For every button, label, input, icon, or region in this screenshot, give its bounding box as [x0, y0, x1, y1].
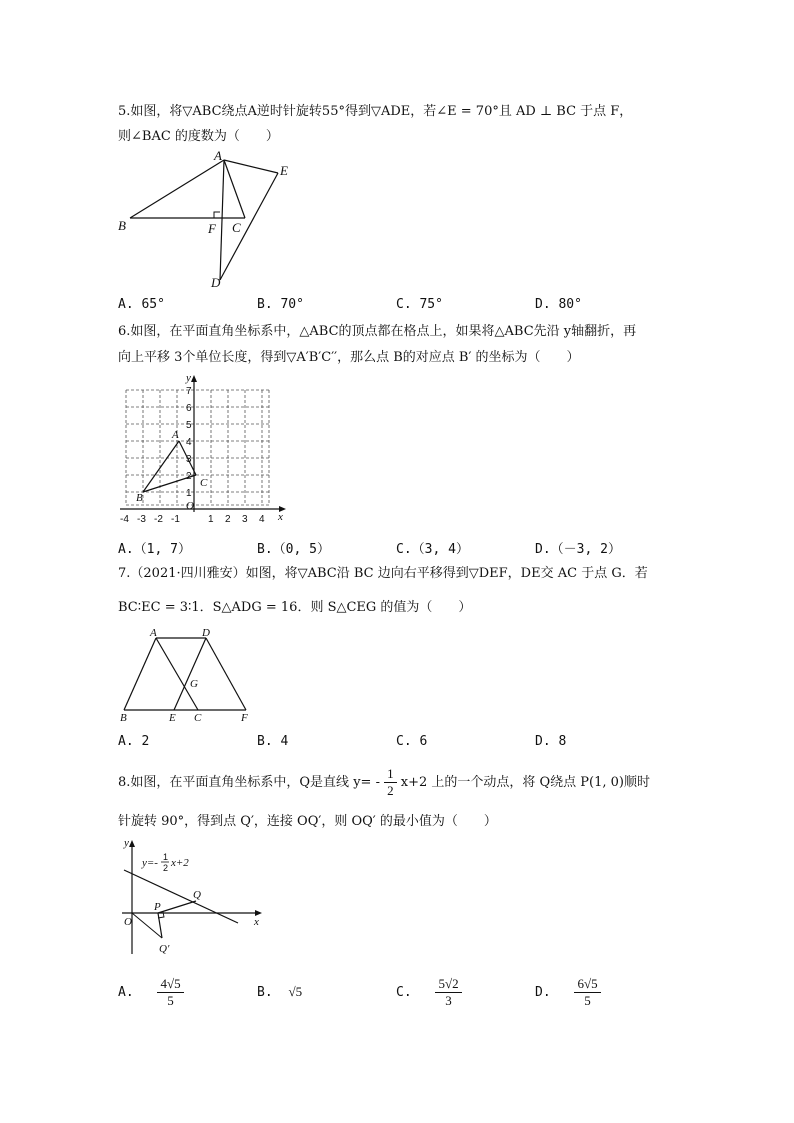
q5-option-b[interactable]: B. 70° — [257, 297, 304, 312]
q6-label-a: A — [172, 429, 179, 441]
q5-label-b: B — [118, 218, 126, 233]
q5-label-e: E — [280, 163, 288, 178]
q7-option-b[interactable]: B. 4 — [257, 734, 289, 749]
q7-option-d[interactable]: D. 8 — [535, 734, 567, 749]
q8-stem-line1 — [118, 766, 650, 799]
q8-line-eq-part1: y=- — [142, 857, 158, 869]
q8-line-eq-part2: x+2 — [171, 857, 189, 869]
q5-label-d: D — [211, 275, 221, 290]
q6-label-y: y — [186, 372, 191, 384]
q8-frac-den: 2 — [387, 783, 394, 798]
q6-xtick: -2 — [154, 514, 163, 525]
q7-stem-line1: 7.（2021·四川雅安）如图，将▽ABC沿 BC 边向右平移得到▽DEF，DE交 AC 于点 G．若 — [118, 566, 648, 581]
q8-option-c-label: C. — [396, 985, 412, 1000]
q8-option-a[interactable] — [118, 976, 184, 1009]
q8-option-c-num: 5√2 — [435, 976, 461, 993]
q8-option-c-fraction — [435, 976, 461, 1009]
q7-label-a: A — [150, 627, 157, 639]
q5-label-a: A — [214, 148, 222, 163]
q8-option-d[interactable] — [535, 976, 601, 1009]
q6-xtick: 1 — [208, 514, 214, 525]
q6-xtick: 3 — [242, 514, 248, 525]
q6-ytick: 5 — [186, 420, 192, 431]
q5-option-a[interactable]: A. 65° — [118, 297, 165, 312]
q6-ytick: 2 — [186, 471, 192, 482]
q6-option-d[interactable]: D.（－3, 2） — [535, 542, 621, 557]
q8-option-d-fraction — [574, 976, 600, 1009]
q8-option-c[interactable] — [396, 976, 462, 1009]
q8-label-q: Q — [193, 889, 201, 901]
q6-ytick: 1 — [186, 488, 192, 499]
q8-option-c-den: 3 — [445, 993, 452, 1008]
q7-option-a[interactable]: A. 2 — [118, 734, 150, 749]
q8-fraction — [384, 766, 397, 799]
q7-figure — [116, 624, 266, 724]
q5-label-f: F — [208, 221, 216, 236]
q5-figure — [112, 148, 302, 293]
q7-label-c: C — [194, 712, 202, 724]
q7-stem-line2: BC∶EC = 3∶1．S△ADG = 16．则 S△CEG 的值为（ ） — [118, 600, 472, 615]
q8-stem-part2: x+2 上的一个动点，将 Q绕点 P(1, 0)顺时 — [400, 775, 650, 790]
q6-option-a[interactable]: A.（1, 7） — [118, 542, 191, 557]
q8-label-o: O — [124, 916, 132, 928]
q8-option-a-den: 5 — [167, 993, 174, 1008]
q6-ytick: 6 — [186, 403, 192, 414]
q8-option-d-label: D. — [535, 985, 551, 1000]
q8-option-d-num: 6√5 — [574, 976, 600, 993]
q5-stem-line1: 5.如图，将▽ABC绕点A逆时针旋转55°得到▽ADE，若∠E = 70°且 AD ⊥ BC 于点 F， — [118, 104, 633, 119]
q6-xtick: 4 — [259, 514, 265, 525]
q6-ytick: 4 — [186, 437, 192, 448]
q7-label-b: B — [120, 712, 127, 724]
q7-label-e: E — [169, 712, 176, 724]
q6-xtick: 2 — [225, 514, 231, 525]
q8-option-a-num: 4√5 — [157, 976, 183, 993]
q6-figure — [116, 372, 296, 527]
q8-label-y: y — [124, 837, 129, 849]
q6-label-x: x — [278, 511, 283, 523]
q8-option-a-label: A. — [118, 985, 134, 1000]
q8-option-b[interactable] — [257, 984, 302, 1000]
q8-option-b-value: √5 — [288, 984, 303, 999]
q6-ytick: 7 — [186, 386, 192, 397]
q6-stem-line1: 6.如图，在平面直角坐标系中，△ABC的顶点都在格点上，如果将△ABC先沿 y轴翻折，再 — [118, 324, 637, 339]
q8-stem-line2: 针旋转 90°，得到点 Q′，连接 OQ′，则 OQ′ 的最小值为（ ） — [118, 814, 497, 829]
q6-option-c[interactable]: C.（3, 4） — [396, 542, 469, 557]
q8-line-eq-num: 1 — [163, 852, 169, 862]
q6-label-b: B — [136, 492, 143, 504]
q8-label-x: x — [254, 916, 259, 928]
q6-xtick: -1 — [171, 514, 180, 525]
q5-option-c[interactable]: C. 75° — [396, 297, 443, 312]
q7-label-g: G — [190, 678, 198, 690]
q5-stem-line2: 则∠BAC 的度数为（ ） — [118, 129, 279, 144]
q8-stem-part1: 8.如图，在平面直角坐标系中，Q是直线 y= - — [118, 775, 380, 790]
q8-option-d-den: 5 — [584, 993, 591, 1008]
q5-option-d[interactable]: D. 80° — [535, 297, 582, 312]
q6-stem-line2: 向上平移 3个单位长度，得到▽A′B′C′′，那么点 B的对应点 B′ 的坐标为（ ） — [118, 350, 580, 365]
q8-option-b-label: B. — [257, 985, 273, 1000]
q8-label-q-prime: Q′ — [159, 943, 170, 955]
q8-option-a-fraction — [157, 976, 183, 1009]
q7-option-c[interactable]: C. 6 — [396, 734, 428, 749]
q6-label-c: C — [200, 477, 208, 489]
q6-xtick: -4 — [120, 514, 129, 525]
q6-label-o: O — [186, 500, 194, 512]
q8-figure — [116, 836, 266, 958]
q7-label-f: F — [241, 712, 248, 724]
q8-label-p: P — [154, 901, 161, 913]
q6-option-b[interactable]: B.（0, 5） — [257, 542, 330, 557]
q7-label-d: D — [202, 627, 210, 639]
q5-label-c: C — [232, 220, 241, 235]
q6-ytick: 3 — [186, 454, 192, 465]
q8-line-eq-den: 2 — [163, 863, 169, 873]
q6-xtick: -3 — [137, 514, 146, 525]
q8-frac-num: 1 — [384, 766, 397, 783]
